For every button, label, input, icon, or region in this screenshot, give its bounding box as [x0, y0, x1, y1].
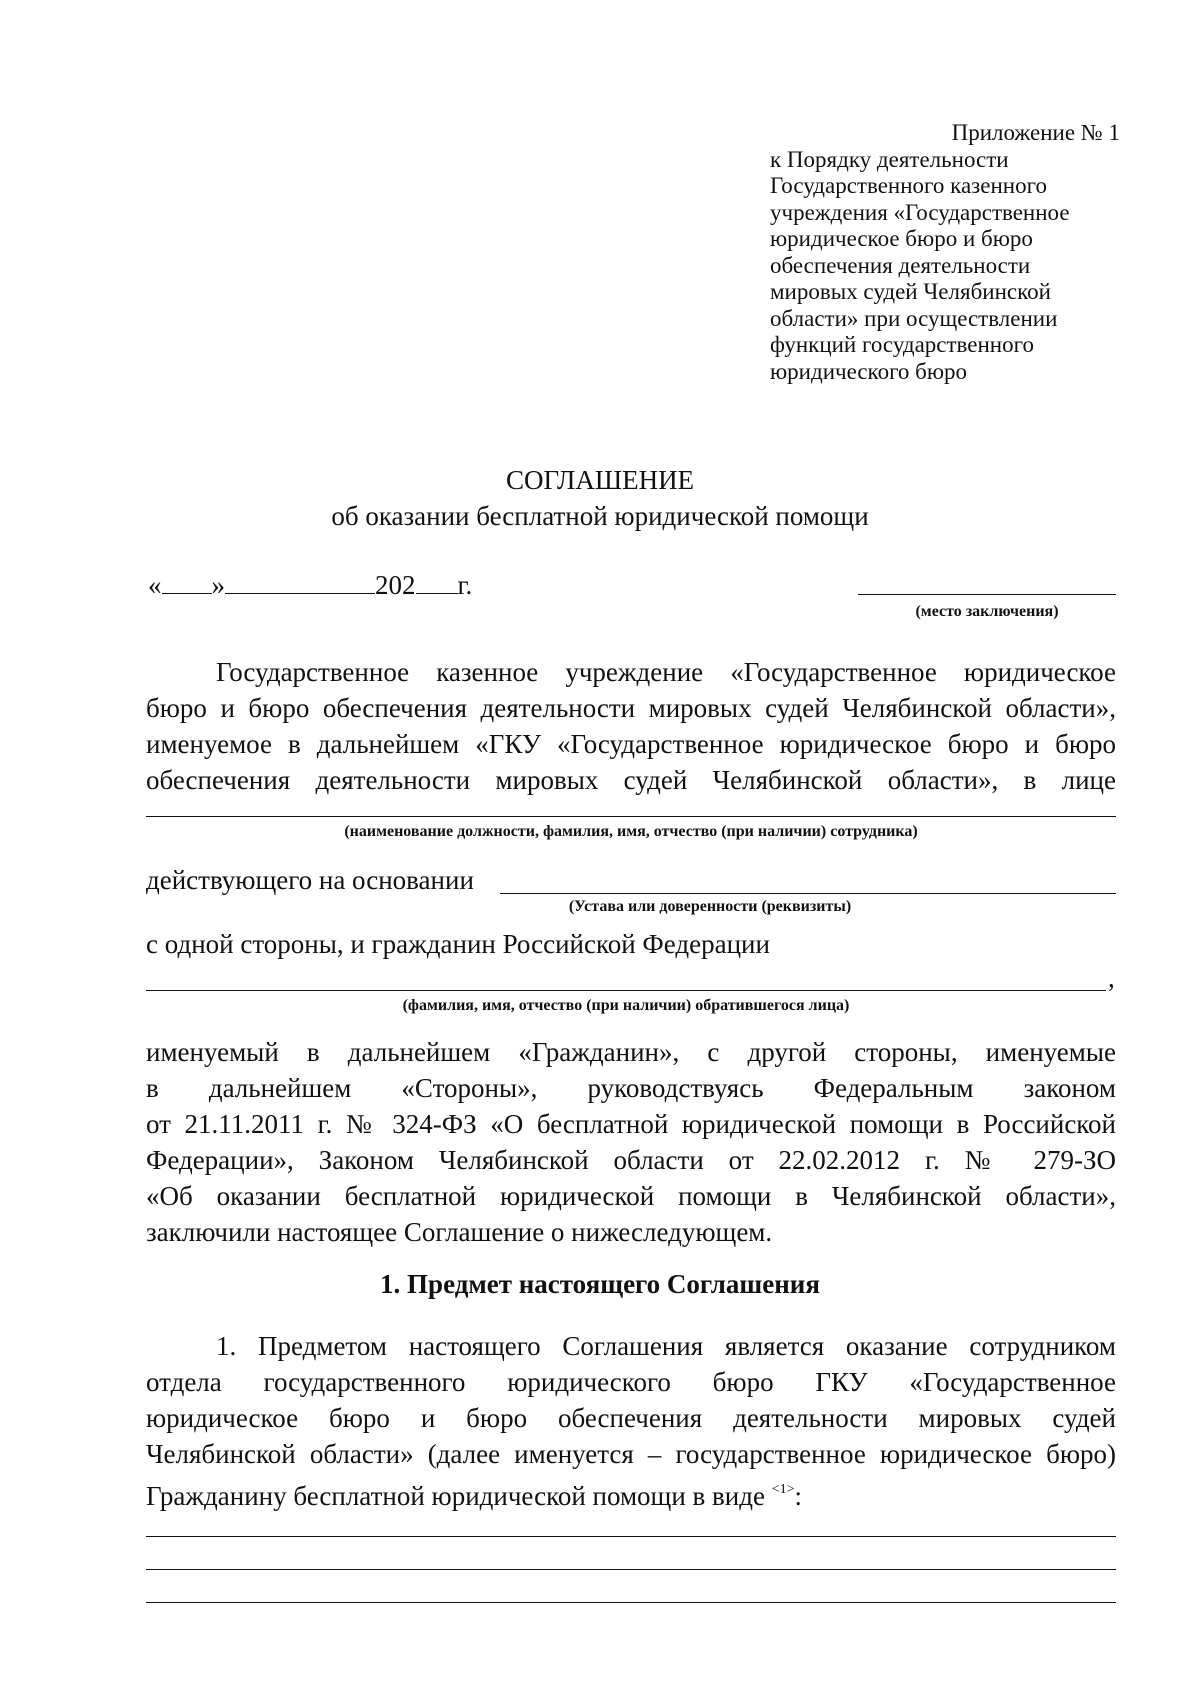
section-1-last-line — [146, 1472, 1116, 1514]
parties-line: «Об оказании бесплатной юридической помощи в Челябинской области», — [146, 1181, 1116, 1211]
document-title: СОГЛАШЕНИЕ — [505, 465, 695, 495]
parties-line: от 21.11.2011 г. № 324-ФЗ «О бесплатной юридической помощи в Российской — [146, 1109, 1116, 1139]
basis-blank[interactable] — [500, 893, 1116, 894]
appendix-line: к Порядку деятельности — [770, 146, 1009, 172]
employee-blank[interactable] — [146, 816, 1116, 817]
appendix-line: учреждения «Государственное — [770, 199, 1070, 225]
colon: : — [794, 1481, 803, 1511]
help-type-blank-1[interactable] — [146, 1536, 1116, 1537]
appendix-block — [770, 120, 1120, 385]
appendix-line: Государственного казенного — [770, 173, 1047, 198]
appendix-line: области» при осуществлении — [770, 305, 1058, 331]
place-caption: (место заключения) — [915, 603, 1059, 620]
section-1-line: Челябинской области» (далее именуется – государственное юридическое бюро) — [146, 1439, 1116, 1469]
section-1-line: отдела государственного юридического бюро ГКУ «Государственное — [146, 1367, 1116, 1397]
help-type-blank-2[interactable] — [146, 1569, 1116, 1570]
section-1-title: 1. Предмет настоящего Соглашения — [380, 1269, 820, 1299]
help-type-blank-3[interactable] — [146, 1602, 1116, 1603]
appendix-line: обеспечения деятельности — [770, 252, 1031, 278]
side-one-text: с одной стороны, и гражданин Российской Федерации — [146, 929, 770, 959]
parties-line: заключили настоящее Соглашение о нижеследующем. — [146, 1217, 773, 1247]
citizen-comma: , — [1108, 963, 1115, 993]
basis-label: действующего на основании — [146, 865, 474, 895]
intro-line: именуемое в дальнейшем «ГКУ «Государственное юридическое бюро и бюро — [146, 729, 1116, 759]
appendix-line: мировых судей Челябинской — [770, 279, 1051, 304]
day-blank[interactable] — [162, 565, 212, 594]
parties-line: именуемый в дальнейшем «Гражданин», с другой стороны, именуемые — [146, 1037, 1116, 1067]
place-blank[interactable] — [858, 594, 1116, 595]
intro-line: бюро и бюро обеспечения деятельности мировых судей Челябинской области», — [146, 693, 1116, 723]
section-1-line: 1. Предметом настоящего Соглашения является оказание сотрудником — [216, 1331, 1116, 1361]
date-field — [148, 565, 472, 603]
appendix-line: юридическое бюро и бюро — [770, 226, 1033, 251]
basis-caption: (Устава или доверенности (реквизиты) — [568, 898, 852, 915]
month-blank[interactable] — [225, 565, 375, 594]
date-open-quote: « — [148, 570, 162, 600]
citizen-caption: (фамилия, имя, отчество (при наличии) обратившегося лица) — [402, 997, 850, 1014]
document-subtitle: об оказании бесплатной юридической помощи — [331, 501, 869, 531]
section-1-last-text: Гражданину бесплатной юридической помощи в виде — [146, 1481, 765, 1511]
intro-line: обеспечения деятельности мировых судей Челябинской области», в лице — [146, 765, 1116, 795]
appendix-line: юридического бюро — [770, 358, 968, 384]
year-suffix: г. — [457, 570, 473, 600]
employee-caption: (наименование должности, фамилия, имя, отчество (при наличии) сотрудника) — [344, 823, 918, 840]
parties-line: Федерации», Законом Челябинской области от 22.02.2012 г. № 279-ЗО — [146, 1145, 1116, 1175]
date-close-quote: » — [211, 570, 225, 600]
intro-line: Государственное казенное учреждение «Государственное юридическое — [216, 657, 1116, 687]
footnote-ref[interactable]: <1> — [771, 1482, 795, 1497]
appendix-number: Приложение № 1 — [951, 120, 1120, 145]
appendix-line: функций государственного — [770, 332, 1034, 357]
year-blank[interactable] — [416, 565, 458, 594]
year-prefix: 202 — [375, 570, 416, 600]
parties-line: в дальнейшем «Стороны», руководствуясь Федеральным законом — [146, 1073, 1116, 1103]
section-1-line: юридическое бюро и бюро обеспечения деятельности мировых судей — [146, 1403, 1116, 1433]
citizen-blank[interactable] — [146, 990, 1106, 991]
